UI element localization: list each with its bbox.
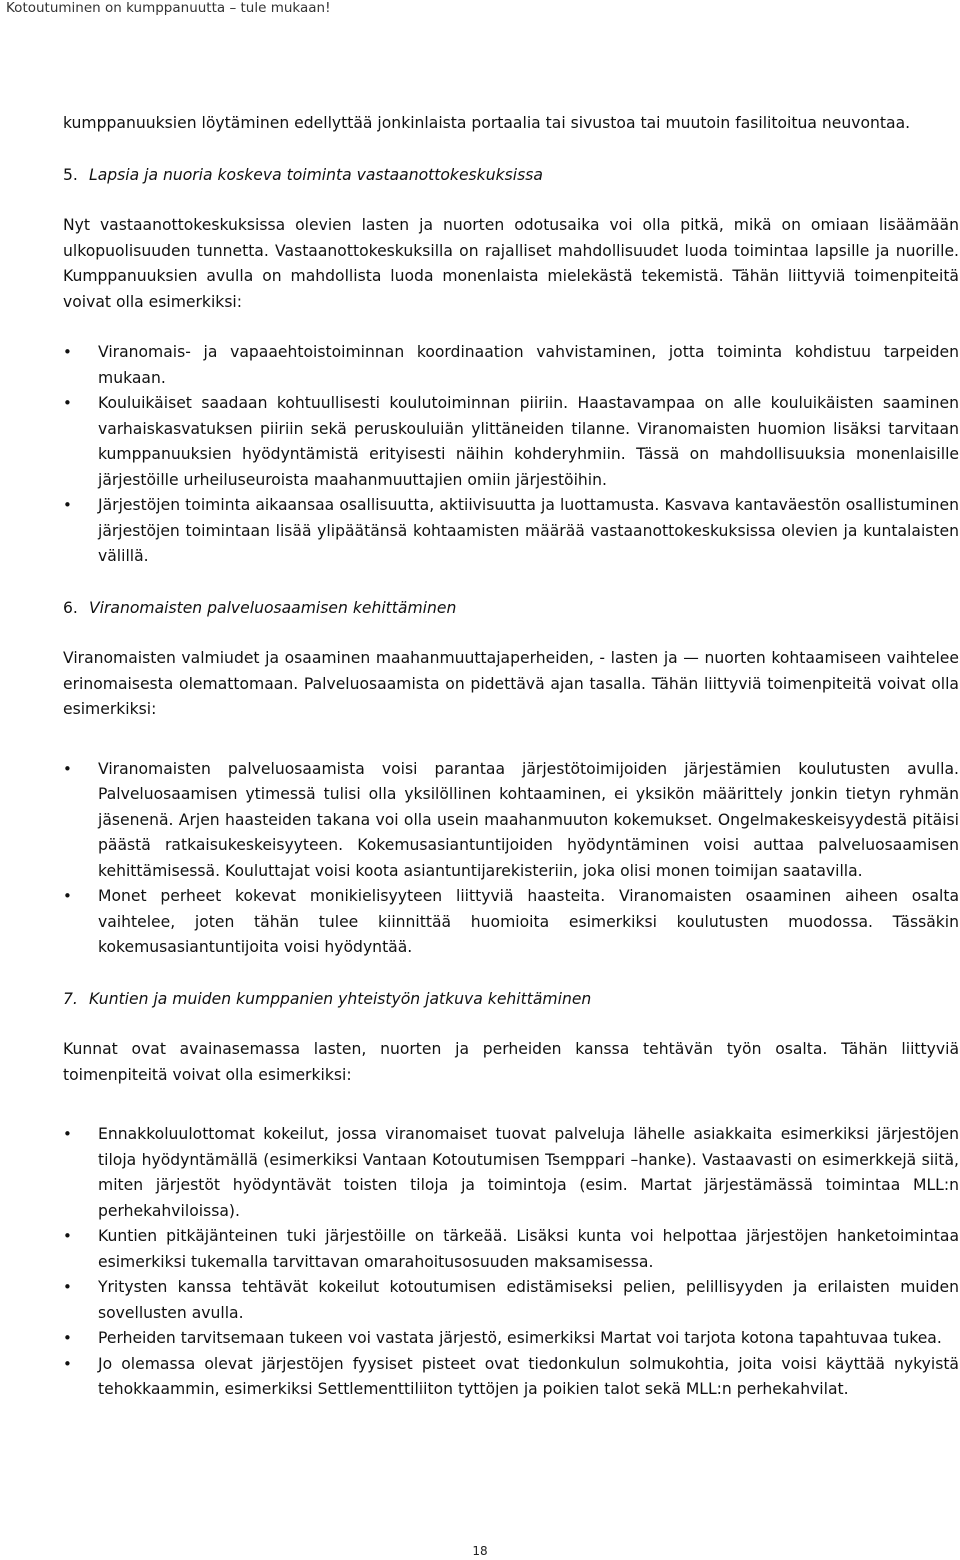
list-item: • Viranomaisten palveluosaamista voisi parantaa järjestötoimijoiden järjestämien koulutusten avulla. Palveluosaamisen ytimessä tulisi olla yksilöllinen kohtaaminen, ei yksikön määrittely jonkin tietyn ryhmän jäsenenä. Arjen haasteiden takana voi olla usein maahanmuuton kokemukset. Ongelmakeskeisyydestä pitäisi päästä ratkaisukeskeisyyteen. Kokemusasiantuntijoiden hyödyntäminen voisi auttaa palveluosaamisen kehittämisessä. Kouluttajat voisi koota asiantuntijarekisteriin, joka olisi monen toimijan saatavilla. [63,757,959,885]
list-item: • Perheiden tarvitsemaan tukeen voi vastata järjestö, esimerkiksi Martat voi tarjota kotona tapahtuvaa tukea. [63,1326,959,1352]
section-5-list [63,340,959,570]
list-item: • Yritysten kanssa tehtävät kokeilut kotoutumisen edistämiseksi pelien, pelillisyyden ja erilaisten muiden sovellusten avulla. [63,1275,959,1326]
section-7-number: 7. [63,989,78,1008]
section-7-heading [63,987,959,1013]
list-item: • Kouluikäiset saadaan kohtuullisesti koulutoiminnan piiriin. Haastavampaa on alle kouluikäisten saaminen varhaiskasvatuksen piiriin sekä peruskouluiän ylittäneiden tilanne. Viranomaisten huomion lisäksi tarvitaan kumppanuuksien hyödyntämistä erityisesti näihin kohderyhmiin. Tässä on mahdollisuuksia monenlaisille järjestöille urheiluseuroista maahanmuuttajien omiin järjestöihin. [63,391,959,493]
document-body [63,111,959,1403]
list-item: • Järjestöjen toiminta aikaansaa osallisuutta, aktiivisuutta ja luottamusta. Kasvava kantaväestön osallistuminen järjestöjen toimintaan lisää ylipäätänsä kohtaamisten määrää vastaanottokeskuksissa olevien ja kuntalaisten välillä. [63,493,959,570]
page-number: 18 [472,1544,488,1558]
section-7-paragraph: Kunnat ovat avainasemassa lasten, nuorten ja perheiden kanssa tehtävän työn osalta. Tähän liittyviä toimenpiteitä voivat olla esimerkiksi: [63,1040,959,1084]
section-6-heading [63,596,959,622]
section-7-list [63,1122,959,1403]
section-6-title: Viranomaisten palveluosaamisen kehittäminen [89,598,457,617]
section-5-title: Lapsia ja nuoria koskeva toiminta vastaanottokeskuksissa [89,165,543,184]
section-5-heading [63,163,959,189]
section-5-paragraph: Nyt vastaanottokeskuksissa olevien lasten ja nuorten odotusaika voi olla pitkä, mikä on omiaan lisäämään ulkopuolisuuden tunnetta. Vastaanottokeskuksilla on rajalliset mahdollisuudet luoda toimintaa lapsille ja nuorille. Kumppanuuksien avulla on mahdollista luoda monenlaista mielekästä tekemistä. Tähän liittyviä toimenpiteitä voivat olla esimerkiksi: [63,216,959,311]
section-6-number: 6. [63,598,78,617]
section-6-paragraph: Viranomaisten valmiudet ja osaaminen maahanmuuttajaperheiden, - lasten ja — nuorten kohtaamiseen vaihtelee erinomaisesta olemattomaan. Palveluosaamista on pidettävä ajan tasalla. Tähän liittyviä toimenpiteitä voivat olla esimerkiksi: [63,649,959,718]
list-item: • Kuntien pitkäjänteinen tuki järjestöille on tärkeää. Lisäksi kunta voi helpottaa järjestöjen hanketoimintaa esimerkiksi tukemalla tarvittavan omarahoitusosuuden maksamisessa. [63,1224,959,1275]
list-item: • Viranomais- ja vapaaehtoistoiminnan koordinaation vahvistaminen, jotta toiminta kohdistuu tarpeiden mukaan. [63,340,959,391]
list-item: • Monet perheet kokevat monikielisyyteen liittyviä haasteita. Viranomaisten osaaminen aiheen osalta vaihtelee, joten tähän tulee kiinnittää huomioita esimerkiksi koulutusten muodossa. Tässäkin kokemusasiantuntijoita voisi hyödyntää. [63,884,959,961]
list-item: • Ennakkoluulottomat kokeilut, jossa viranomaiset tuovat palveluja lähelle asiakkaita esimerkiksi järjestöjen tiloja hyödyntämällä (esimerkiksi Vantaan Kotoutumisen Tsemppari –hanke). Vastaavasti on esimerkkejä siitä, miten järjestöt hyödyntävät toisten tiloja ja toimintoja (esim. Martat järjestämässä toimintaa MLL:n perhekahviloissa). [63,1122,959,1224]
list-item: • Jo olemassa olevat järjestöjen fyysiset pisteet ovat tiedonkulun solmukohtia, joita voisi käyttää nykyistä tehokkaammin, esimerkiksi Settlementtiliiton tyttöjen ja poikien talot sekä MLL:n perhekahvilat. [63,1352,959,1403]
section-5-number: 5. [63,165,78,184]
section-6-list [63,757,959,961]
intro-paragraph: kumppanuuksien löytäminen edellyttää jonkinlaista portaalia tai sivustoa tai muutoin fasilitoitua neuvontaa. [63,114,911,132]
section-7-title: Kuntien ja muiden kumppanien yhteistyön jatkuva kehittäminen [89,989,592,1008]
running-header: Kotoutuminen on kumppanuutta – tule mukaan! [6,0,331,16]
